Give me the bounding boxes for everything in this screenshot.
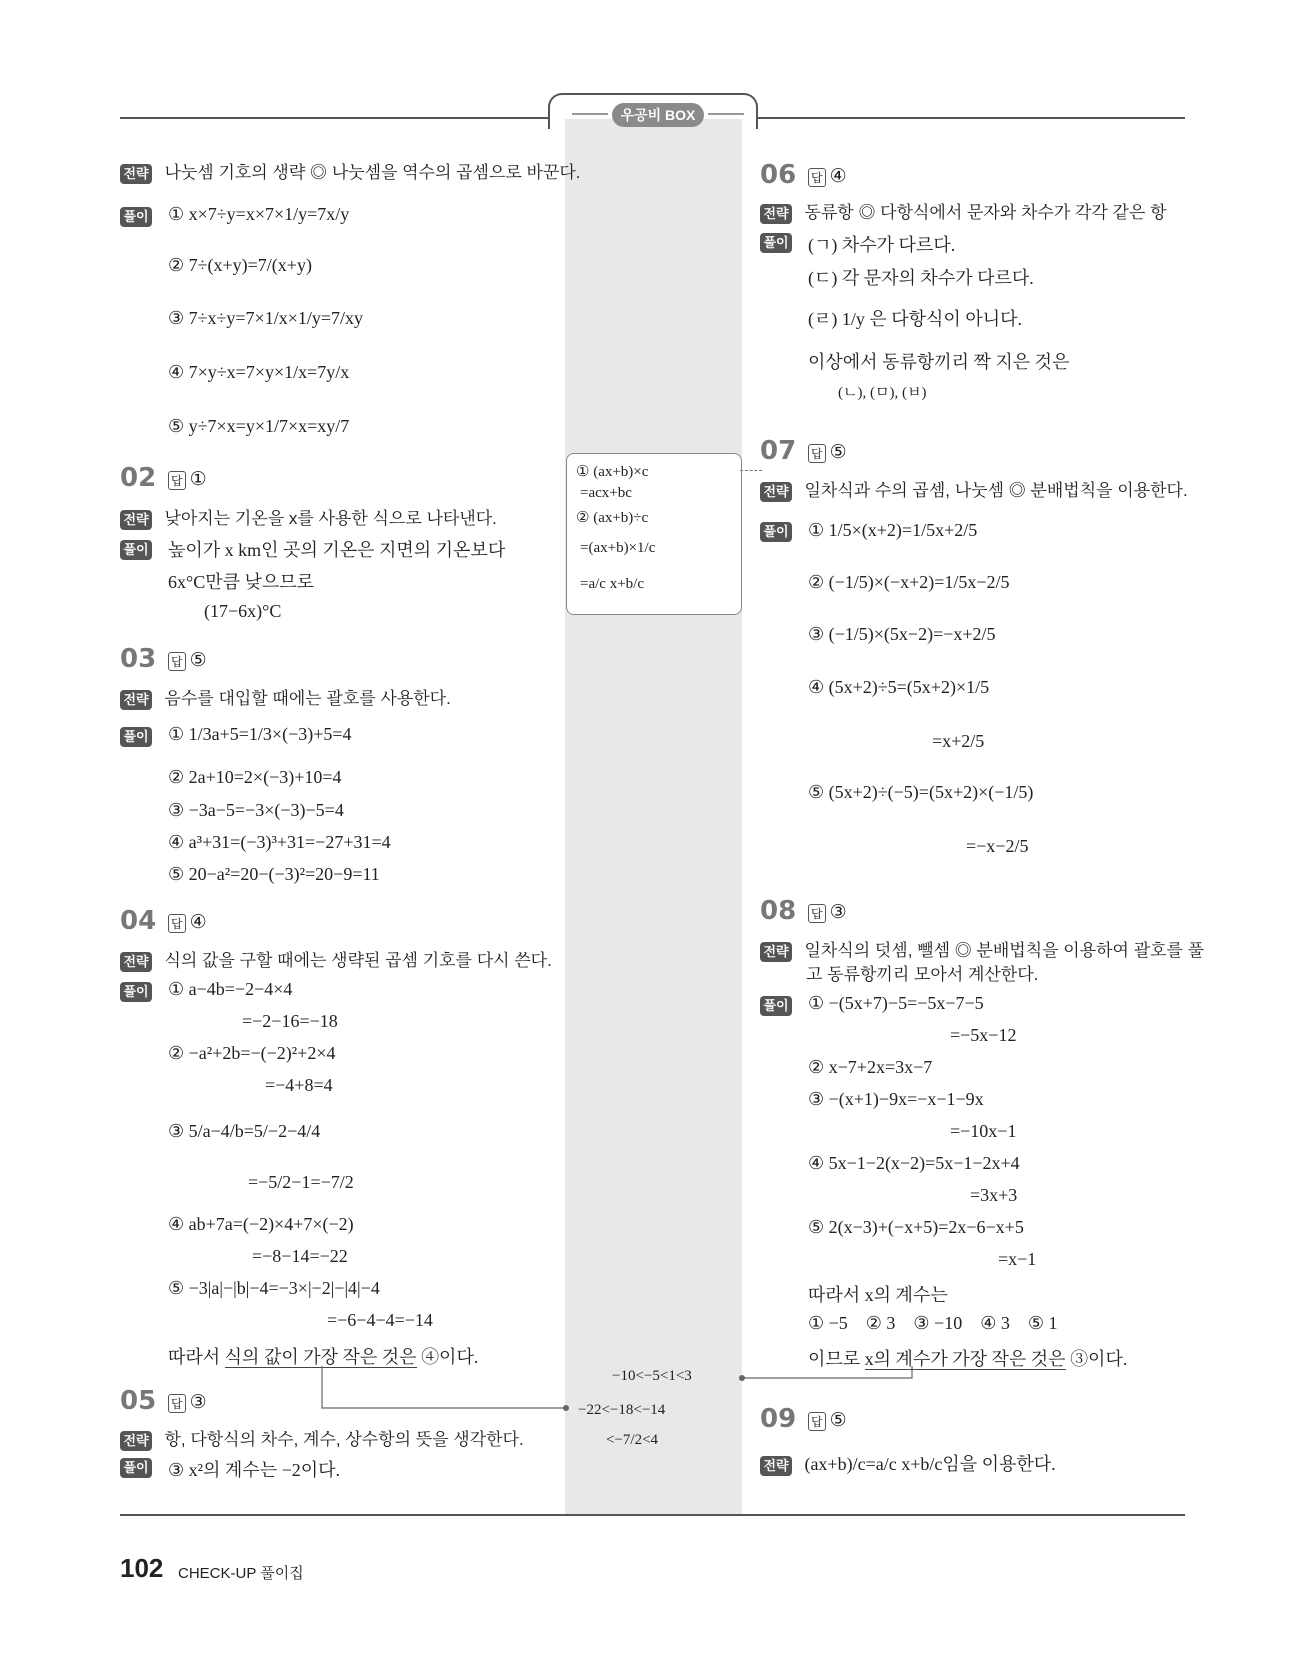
p08-line-5: =−10x−1 (950, 1121, 1017, 1141)
solution-tag: 풀이 (760, 522, 792, 542)
p04-line-10: =−6−4−4=−14 (327, 1310, 433, 1330)
p06-line-3: (ㄹ) 1/y 은 다항식이 아니다. (808, 309, 1022, 329)
p07-line-5: =x+2/5 (932, 731, 985, 751)
problem-number: 07 (760, 436, 797, 466)
solution-tag: 풀이 (120, 540, 152, 560)
p01-line-5: ⑤ y÷7×x=y×1/7×x=xy/7 (168, 416, 350, 436)
p03-line-1: ① 1/3a+5=1/3×(−3)+5=4 (168, 724, 352, 744)
p08-line-6: ④ 5x−1−2(x−2)=5x−1−2x+4 (808, 1153, 1020, 1173)
solution-tag: 풀이 (760, 233, 792, 253)
p08-line-11: ① −5 ② 3 ③ −10 ④ 3 ⑤ 1 (808, 1313, 1058, 1333)
problem-number: 04 (120, 906, 157, 936)
p05-strategy: 전략 항, 다항식의 차수, 계수, 상수항의 뜻을 생각한다. (120, 1425, 524, 1451)
p04-line-2: =−2−16=−18 (242, 1011, 338, 1031)
solution-tag: 풀이 (120, 207, 152, 227)
p08-line-2: =−5x−12 (950, 1025, 1017, 1045)
answer: 답 ③ (168, 1391, 207, 1414)
p08-strategy-cont: 고 동류항끼리 모아서 계산한다. (806, 965, 1039, 984)
problem-number: 05 (120, 1386, 157, 1416)
p02-strategy: 전략 낮아지는 기온을 x를 사용한 식으로 나타낸다. (120, 504, 497, 530)
p06-line-2: (ㄷ) 각 문자의 차수가 다르다. (808, 268, 1034, 288)
p04-conclusion: 따라서 식의 값이 가장 작은 것은 ④이다. (168, 1347, 479, 1367)
box-label: 우공비 BOX (612, 103, 704, 127)
answer: 답 ③ (808, 901, 847, 924)
p03-line-3: ③ −3a−5=−3×(−3)−5=4 (168, 800, 344, 820)
p08-conclusion: 이므로 x의 계수가 가장 작은 것은 ③이다. (808, 1349, 1128, 1369)
box-line-5: =a/c x+b/c (580, 576, 644, 592)
p01-line-2: ② 7÷(x+y)=7/(x+y) (168, 255, 312, 275)
p04-line-6: =−5/2−1=−7/2 (248, 1172, 354, 1192)
p09-strategy: 전략 (ax+b)/c=a/c x+b/c임을 이용한다. (760, 1450, 1056, 1476)
p01-line-3: ③ 7÷x÷y=7×1/x×1/y=7/xy (168, 308, 364, 328)
p08-line-9: =x−1 (998, 1249, 1037, 1269)
p08-line-7: =3x+3 (970, 1185, 1018, 1205)
page-number: 102 (120, 1553, 164, 1583)
p01-line-1: ① x×7÷y=x×7×1/y=7x/y (168, 204, 350, 224)
box-line-3: ② (ax+b)÷c (576, 510, 649, 526)
p06-line-4: 이상에서 동류항끼리 짝 지은 것은 (808, 352, 1070, 372)
p08-line-1: ① −(5x+7)−5=−5x−7−5 (808, 993, 984, 1013)
p04-line-4: =−4+8=4 (265, 1075, 333, 1095)
bottom-rule (120, 1514, 1185, 1516)
p02-line-2: 6x°C만큼 낮으므로 (168, 572, 315, 592)
problem-number: 03 (120, 644, 157, 674)
p04-line-5: ③ 5/a−4/b=5/−2−4/4 (168, 1121, 321, 1141)
p08-line-4: ③ −(x+1)−9x=−x−1−9x (808, 1089, 984, 1109)
p02-line-1: 높이가 x km인 곳의 기온은 지면의 기온보다 (168, 540, 506, 560)
p05-line: ③ x²의 계수는 −2이다. (168, 1460, 341, 1480)
p07-line-1: ① 1/5×(x+2)=1/5x+2/5 (808, 520, 978, 540)
answer: 답 ④ (808, 165, 847, 188)
p08-line-3: ② x−7+2x=3x−7 (808, 1057, 933, 1077)
answer: 답 ④ (168, 911, 207, 934)
p04-line-9: ⑤ −3|a|−|b|−4=−3×|−2|−|4|−4 (168, 1278, 380, 1298)
p06-line-1: (ㄱ) 차수가 다르다. (808, 235, 956, 255)
p03-line-5: ⑤ 20−a²=20−(−3)²=20−9=11 (168, 864, 380, 884)
p08-strategy: 전략 일차식의 덧셈, 뺄셈 ◎ 분배법칙을 이용하여 괄호를 풀 (760, 936, 1204, 962)
p04-line-3: ② −a²+2b=−(−2)²+2×4 (168, 1043, 336, 1063)
p06-line-5: (ㄴ), (ㅁ), (ㅂ) (838, 385, 927, 401)
box-line-1: ① (ax+b)×c (576, 464, 649, 480)
p08-line-10: 따라서 x의 계수는 (808, 1285, 948, 1305)
footer-title: CHECK-UP 풀이집 (178, 1565, 304, 1582)
p07-strategy: 전략 일차식과 수의 곱셈, 나눗셈 ◎ 분배법칙을 이용한다. (760, 476, 1188, 502)
p04-line-8: =−8−14=−22 (252, 1246, 348, 1266)
solution-tag: 풀이 (760, 996, 792, 1016)
p06-strategy: 전략 동류항 ◎ 다항식에서 문자와 차수가 각각 같은 항 (760, 198, 1167, 224)
problem-number: 08 (760, 896, 797, 926)
solution-tag: 풀이 (120, 727, 152, 747)
strategy-tag: 전략 (120, 164, 152, 184)
p04-line-7: ④ ab+7a=(−2)×4+7×(−2) (168, 1214, 354, 1234)
p02-line-3: (17−6x)°C (204, 601, 282, 621)
note-order-3: <−7/2<4 (606, 1432, 659, 1448)
p07-line-7: =−x−2/5 (966, 836, 1029, 856)
problem-number: 06 (760, 160, 797, 190)
problem-number: 02 (120, 463, 157, 493)
p07-line-4: ④ (5x+2)÷5=(5x+2)×1/5 (808, 677, 990, 697)
note-order-2: −22<−18<−14 (578, 1402, 666, 1418)
answer: 답 ⑤ (808, 441, 847, 464)
answer: 답 ⑤ (168, 649, 207, 672)
p01-line-4: ④ 7×y÷x=7×y×1/x=7y/x (168, 362, 350, 382)
answer: 답 ⑤ (808, 1409, 847, 1432)
note-order-1: −10<−5<1<3 (612, 1368, 692, 1384)
p07-line-6: ⑤ (5x+2)÷(−5)=(5x+2)×(−1/5) (808, 782, 1034, 802)
solution-tag: 풀이 (120, 982, 152, 1002)
box-line-4: =(ax+b)×1/c (580, 540, 656, 556)
p04-strategy: 전략 식의 값을 구할 때에는 생략된 곱셈 기호를 다시 쓴다. (120, 946, 552, 972)
p07-line-3: ③ (−1/5)×(5x−2)=−x+2/5 (808, 624, 996, 644)
p01-strategy: 전략 나눗셈 기호의 생략 ◎ 나눗셈을 역수의 곱셈으로 바꾼다. (120, 158, 581, 184)
p04-line-1: ① a−4b=−2−4×4 (168, 979, 293, 999)
problem-number: 09 (760, 1404, 797, 1434)
solution-tag: 풀이 (120, 1458, 152, 1478)
box-line-2: =acx+bc (580, 485, 632, 501)
p07-line-2: ② (−1/5)×(−x+2)=1/5x−2/5 (808, 572, 1010, 592)
p03-line-2: ② 2a+10=2×(−3)+10=4 (168, 767, 342, 787)
answer: 답 ① (168, 468, 207, 491)
p03-line-4: ④ a³+31=(−3)³+31=−27+31=4 (168, 832, 391, 852)
p08-line-8: ⑤ 2(x−3)+(−x+5)=2x−6−x+5 (808, 1217, 1024, 1237)
p03-strategy: 전략 음수를 대입할 때에는 괄호를 사용한다. (120, 684, 451, 710)
